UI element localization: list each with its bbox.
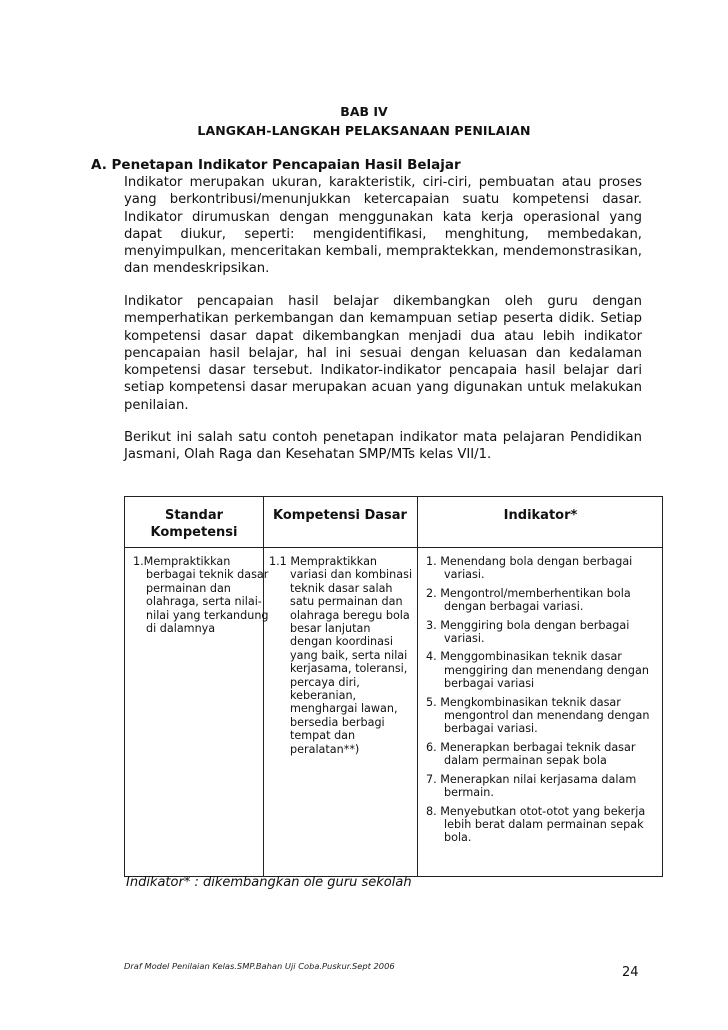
header-standar-line2: Kompetensi bbox=[150, 525, 238, 540]
indikator-item: 1. Menendang bola dengan berbagai variasi. bbox=[426, 555, 633, 582]
indikator-item: 2. Mengontrol/memberhentikan bola dengan berbagai variasi. bbox=[426, 586, 631, 614]
header-indikator: Indikator* bbox=[503, 508, 578, 523]
indikator-item: 8. Menyebutkan otot-otot yang bekerja lebih berat dalam permainan sepak bola. bbox=[426, 804, 646, 845]
paragraph-3: Berikut ini salah satu contoh penetapan indikator mata pelajaran Pendidikan Jasmani, Olah Raga dan Kesehatan SMP/MTs kelas VII/1. bbox=[124, 430, 642, 463]
kompetensi-dasar-cell: 1.1 Mempraktikkan variasi dan kombinasi teknik dasar salah satu permainan dan olahraga beregu bola besar lanjutan dengan koordinasi yang baik, serta nilai kerjasama, toleransi, percaya diri, keberanian, menghargai lawan, bersedia berbagi tempat dan peralatan**) bbox=[269, 555, 413, 756]
indikator-item: 4. Menggombinasikan teknik dasar menggiring dan menendang dengan berbagai variasi bbox=[426, 650, 649, 691]
header-kompetensi-dasar: Kompetensi Dasar bbox=[273, 508, 407, 523]
table-divider bbox=[417, 497, 418, 876]
indicator-footnote: Indikator* : dikembangkan ole guru sekolah bbox=[126, 875, 412, 890]
standar-kompetensi-cell: 1.Mempraktikkan berbagai teknik dasar permainan dan olahraga, serta nilai-nilai yang terkandung di dalamnya bbox=[133, 555, 269, 636]
paragraph-1: Indikator merupakan ukuran, karakteristik, ciri-ciri, pembuatan atau proses yang berkontribusi/menunjukkan ketercapaian suatu kompetensi dasar. Indikator dirumuskan dengan menggunakan kata kerja operasional yang dapat diukur, seperti: mengidentifikasi, menghitung, membedakan, menyimpulkan, menceritakan kembali, mempraktekkan, mendemonstrasikan, dan mendeskripsikan. bbox=[124, 175, 642, 277]
table-header-rule bbox=[125, 547, 662, 548]
page-footer: Draf Model Penilaian Kelas.SMP.Bahan Uji Coba.Puskur.Sept 2006 bbox=[124, 961, 395, 971]
table-divider bbox=[263, 497, 264, 876]
chapter-title: LANGKAH-LANGKAH PELAKSANAAN PENILAIAN bbox=[197, 123, 531, 138]
header-standar-line1: Standar bbox=[164, 508, 224, 523]
indicator-table bbox=[124, 496, 663, 877]
indikator-item: 6. Menerapkan berbagai teknik dasar dalam permainan sepak bola bbox=[426, 740, 636, 768]
indikator-item: 5. Mengkombinasikan teknik dasar mengontrol dan menendang dengan berbagai variasi. bbox=[426, 695, 650, 736]
chapter-label: BAB IV bbox=[340, 104, 388, 119]
indikator-item: 3. Menggiring bola dengan berbagai variasi. bbox=[426, 618, 630, 646]
paragraph-2: Indikator pencapaian hasil belajar dikembangkan oleh guru dengan memperhatikan perkembangan dan kemampuan setiap peserta didik. Setiap kompetensi dasar dapat dikembangkan menjadi dua atau lebih indikator pencapaian hasil belajar, hal ini sesuai dengan keluasan dan kedalaman kompetensi dasar tersebut. Indikator-indikator pencapaia hasil belajar dari setiap kompetensi dasar merupakan acuan yang digunakan untuk melakukan penilaian. bbox=[124, 294, 642, 413]
indikator-item: 7. Menerapkan nilai kerjasama dalam bermain. bbox=[426, 772, 637, 800]
page-number: 24 bbox=[622, 965, 639, 980]
header-standar-kompetensi bbox=[125, 507, 263, 541]
section-heading: A. Penetapan Indikator Pencapaian Hasil Belajar bbox=[91, 157, 461, 173]
indikator-cell bbox=[426, 555, 651, 845]
